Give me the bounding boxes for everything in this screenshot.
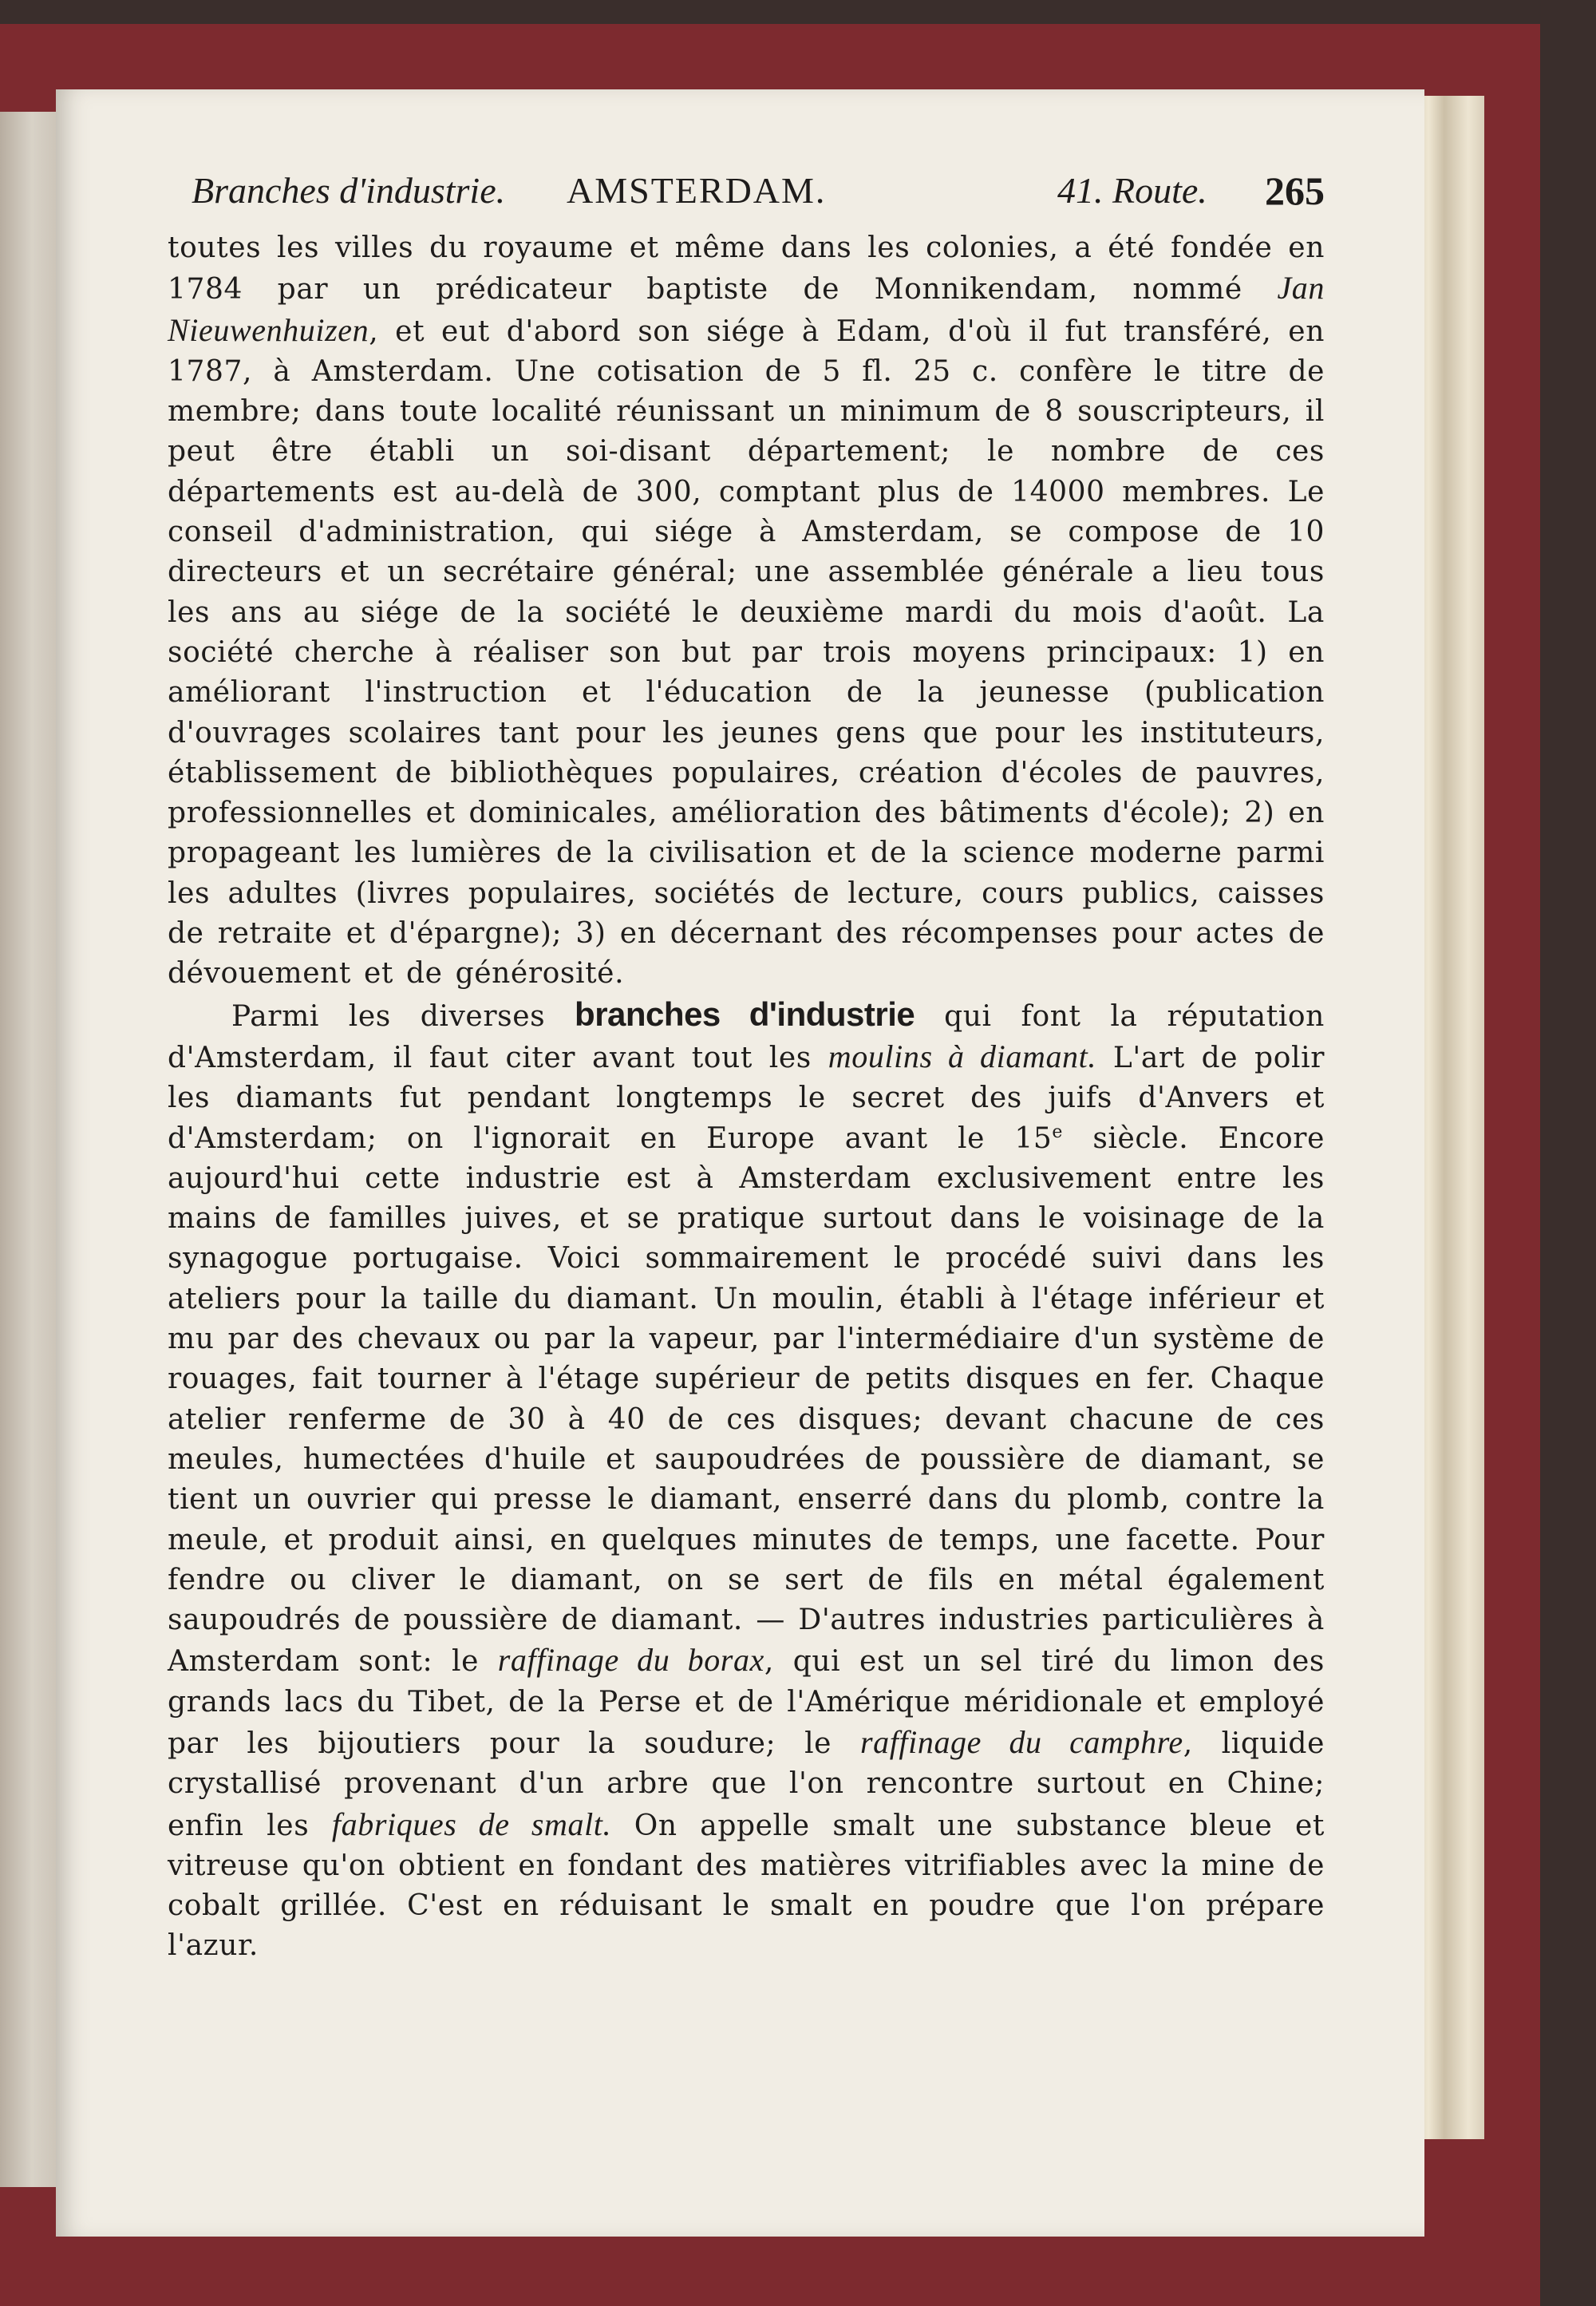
text-run: , qui est un sel tiré du limon des grands lacs du Tibet, de la Perse et de l'Amérique méridionale et employé par les bijoutiers pour la soudure; le	[168, 1645, 1325, 1760]
italic-run: moulins à diamant.	[828, 1038, 1096, 1074]
text-run: siècle. Encore aujourd'hui cette industrie est à Amsterdam exclusivement entre les mains de familles juives, et se pratique surtout dans le voisinage de la synagogue portugaise. Voici sommairement le procédé suivi dans les ateliers pour la taille du diamant. Un moulin, établi à l'étage inférieur et mu par des chevaux ou par la vapeur, par l'intermédiaire d'un système de rouages, fait tourner à l'étage supérieur de petits disques en fer. Chaque atelier renferme de 30 à 40 de ces disques; devant chacune de ces meules, humectées d'huile et saupoudrées de poussière de diamant, se tient un ouvrier qui presse le diamant, enserré dans du plomb, contre la meule, et produit ainsi, en quelques minutes de temps, une facette. Pour fendre ou cliver le diamant, on se sert de fils en métal également saupoudrés de poussière de diamant. — D'autres industries particulières à Amsterdam sont: le	[168, 1121, 1325, 1679]
text-run: Parmi les diverses	[231, 999, 575, 1033]
italic-run: raffinage du borax	[497, 1642, 764, 1679]
book-page	[56, 89, 1424, 2237]
bold-keyword: branches d'industrie	[575, 995, 915, 1033]
page-content	[168, 163, 1325, 1967]
italic-run: fabriques de smalt.	[331, 1806, 612, 1842]
text-run: toutes les villes du royaume et même dans les colonies, a été fondée en 1784 par un prédicateur baptiste de Monnikendam, nommé	[168, 231, 1325, 307]
running-head	[168, 163, 1325, 219]
text-run: L'art de polir les diamants fut pendant longtemps le secret des juifs d'Anvers et d'Amsterdam; on l'ignorait en Europe avant le 15	[168, 1041, 1325, 1155]
superscript: e	[1052, 1121, 1063, 1142]
italic-run: Jan Nieuwenhuizen	[168, 270, 1325, 348]
paragraph	[168, 995, 1325, 1967]
running-head-title: AMSTERDAM.	[567, 170, 827, 211]
previous-page-edge	[0, 112, 57, 2187]
body-text	[168, 228, 1325, 1967]
paragraph	[168, 228, 1325, 995]
text-run: , et eut d'abord son siége à Edam, d'où il fut transféré, en 1787, à Amsterdam. Une cotisation de 5 fl. 25 c. confère le titre de membre; dans toute localité réunissant un minimum de 8 souscripteurs, il peut être établi un soi-disant département; le nombre de ces départements est au-delà de 300, comptant plus de 14000 membres. Le conseil d'administration, qui siége à Amsterdam, se compose de 10 directeurs et un secrétaire général; une assemblée générale a lieu tous les ans au siége de la société le deuxième mardi du mois d'août. La société cherche à réaliser son but par trois moyens principaux: 1) en améliorant l'instruction et l'éducation de la jeunesse (publication d'ouvrages scolaires tant pour les jeunes gens que pour les instituteurs, établissement de bibliothèques populaires, création d'écoles de pauvres, professionnelles et dominicales, amélioration des bâtiments d'école); 2) en propageant les lumières de la civilisation et de la science moderne parmi les adultes (livres populaires, sociétés de lecture, cours publics, caisses de retraite et d'épargne); 3) en décernant des récompenses pour actes de dévouement et de générosité.	[168, 314, 1325, 991]
page-number: 265	[1265, 168, 1325, 213]
text-run: qui font la réputation d'Amsterdam, il faut citer avant tout les	[168, 999, 1325, 1074]
text-run: , liquide crystallisé provenant d'un arbre que l'on rencontre surtout en Chine; enfin les	[168, 1727, 1325, 1842]
text-run: On appelle smalt une substance bleue et vitreuse qu'on obtient en fondant des matières vitrifiables avec la mine de cobalt grillée. C'est en réduisant le smalt en poudre que l'on prépare l'azur.	[168, 1809, 1325, 1963]
italic-run: raffinage du camphre	[859, 1723, 1183, 1760]
running-head-section: Branches d'industrie.	[192, 170, 506, 211]
running-head-route: 41. Route.	[1057, 170, 1207, 211]
